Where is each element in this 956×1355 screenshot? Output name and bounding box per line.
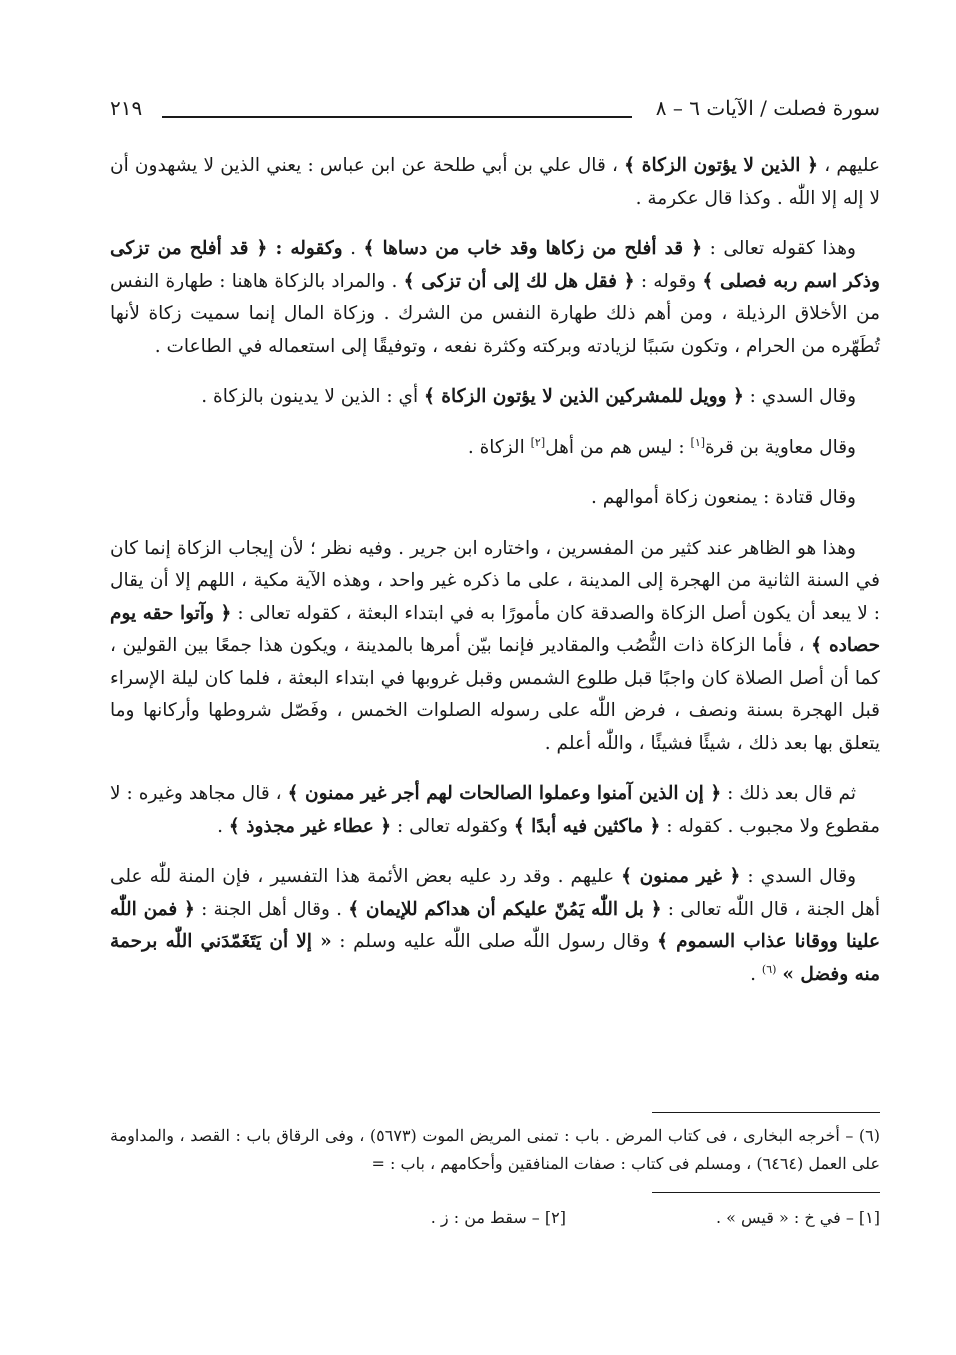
quran-quote: ﴿ فقل هل لك إلى أن تزكى ﴾ <box>403 270 635 292</box>
footnote-hadith: (٦) – أخرجه البخارى ، فى كتاب المرض . باب : تمنى المريض الموت (٥٦٧٣) ، وفى الرقاق باب : القصد ، والمداومة على العمل (٦٤٦٤) ، ومسلم فى كتاب : صفات المنافقين وأحكامهم ، باب : = <box>110 1126 881 1173</box>
header-title: سورة فصلت / الآيات ٦ – ٨ <box>655 96 880 120</box>
text-run: عليهم . وقد رد عليه بعض الأئمة هذا التفسير ، فإن المنة للّٰه على أهل الجنة ، قال اللّٰه تعالى : <box>110 866 880 920</box>
text-run: وهذا كقوله تعالى : <box>702 238 856 259</box>
paragraph <box>110 432 880 465</box>
text-run: ، فأما الزكاة ذات النُّصُب والمقادير فإنما بيّن أمرها بالمدينة ، ويكون هذا جمعًا بين القولين ، كما أن أصل الصلاة كان واجبًا قبل طلوع الشمس وقبل غروبها في ابتداء البعثة ، فلما كان ليلة الإسراء قبل الهجرة بسنة ونصف ، فرض اللّٰه على رسوله الصلوات الخمس ، وفَصّل شروطها وأركانها وما يتعلق بها بعد ذلك ، شيئًا فشيئًا ، واللّٰه أعلم . <box>110 635 880 754</box>
quran-quote: ﴿ بل اللّٰه يَمُنّ عليكم أن هداكم للإيمان ﴾ <box>348 898 662 920</box>
text-run: . <box>750 963 762 985</box>
footnote-marker: (٦) <box>761 962 777 976</box>
quran-quote: ﴿ عطاء غير مجذوذ ﴾ <box>228 815 392 837</box>
quran-quote: ﴿ إن الذين آمنوا وعملوا الصالحات لهم أجر غير ممنون ﴾ <box>287 783 722 804</box>
text-run: . <box>217 815 229 837</box>
text-run: . والمراد بالزكاة هاهنا : طهارة النفس من الأخلاق الرذيلة ، ومن أهم ذلك طهارة النفس من الشرك . وزكاة المال إنما سميت زكاة لأنها تُطَهّره من الحرام ، وتكون سَببًا لزيادته وبركته وكثرة نفعه ، وتوفيقًا إلى استعماله في الطاعات . <box>110 270 880 357</box>
paragraph <box>110 861 880 991</box>
text-run: أي : الذين لا يدينون بالزكاة . <box>201 386 424 407</box>
quran-quote: ﴿ وويل للمشركين الذين لا يؤتون الزكاة ﴾ <box>423 386 744 407</box>
text-run: وقال قتادة : يمنعون زكاة أموالهم . <box>590 487 856 508</box>
running-header <box>110 96 880 130</box>
variant-footnotes <box>431 1208 880 1227</box>
quran-quote: ﴿ فمن اللّٰه علينا ووقانا عذاب السموم ﴾ <box>110 898 880 952</box>
text-run: . <box>342 238 364 259</box>
page-number: ٢١٩ <box>110 96 143 120</box>
quran-quote: ﴿ الذين لا يؤتون الزكاة ﴾ <box>624 155 819 176</box>
text-run: . وقال أهل الجنة : <box>194 898 349 920</box>
paragraph <box>110 778 880 843</box>
text-run: عليهم ، <box>818 155 880 176</box>
quran-quote: « إلا أن يَتَغَمّدَني اللّٰه برحمة منه وفضل » <box>110 931 880 985</box>
text-run: وهذا هو الظاهر عند كثير من المفسرين ، واختاره ابن جرير . وفيه نظر ؛ لأن إيجاب الزكاة إنما كان في السنة الثانية من الهجرة إلى المدينة ، على ما ذكره غير واحد ، وهذه الآية مكية ، اللهم إلا أن يقال : لا يبعد أن يكون أصل الزكاة والصدقة كان مأمورًا به في ابتداء البعثة ، كقوله تعالى : <box>110 537 880 624</box>
paragraph <box>110 150 880 215</box>
text-run: ثم قال بعد ذلك : <box>721 783 856 804</box>
header-rule <box>162 116 632 118</box>
footnote-rule <box>652 1112 880 1113</box>
variant-footnote-rule <box>652 1192 880 1193</box>
text-run: وكقوله تعالى : <box>391 815 514 837</box>
text-run: : ليس هم من أهل <box>545 436 691 458</box>
paragraph <box>110 381 880 414</box>
text-run: ، قال مجاهد وغيره : لا مقطوع ولا مجبوب . كقوله : <box>110 783 880 837</box>
text-run: الزكاة . <box>467 436 531 458</box>
variant-footnote-1: [١] – في خ : « قيس » . <box>715 1208 880 1227</box>
text-run: وقوله : <box>634 270 703 292</box>
footnote-marker: [١] <box>690 435 706 449</box>
footnote-marker: [٢] <box>530 435 546 449</box>
text-run: وقال السدي : <box>740 866 857 887</box>
variant-footnote-2: [٢] – سقط من : ز . <box>430 1208 566 1227</box>
quran-quote: ﴿ وآتوا حقه يوم حصاده ﴾ <box>110 602 881 656</box>
text-run: وقال رسول اللّٰه صلى اللّٰه عليه وسلم : <box>331 931 658 952</box>
paragraph <box>110 482 880 515</box>
main-text <box>110 150 880 1009</box>
paragraph <box>110 533 880 761</box>
quran-quote: ﴿ قد أفلح من زكاها وقد خاب من دساها ﴾ <box>363 238 703 259</box>
text-run: ، قال علي بن أبي طلحة عن ابن عباس : يعني الذين لا يشهدون أن لا إله إلا اللّٰه . وكذا قال عكرمة . <box>110 155 880 209</box>
text-run: وقال معاوية بن قرة <box>705 436 856 458</box>
paragraph <box>110 233 880 363</box>
quran-quote: وكقوله : ﴿ قد أفلح من تزكى وذكر اسم ربه فصلى ﴾ <box>110 238 880 292</box>
quran-quote: ﴿ غير ممنون ﴾ <box>621 866 741 887</box>
quran-quote: ﴿ ماكثين فيه أبدًا ﴾ <box>513 815 661 837</box>
text-run: وقال السدي : <box>743 386 856 407</box>
